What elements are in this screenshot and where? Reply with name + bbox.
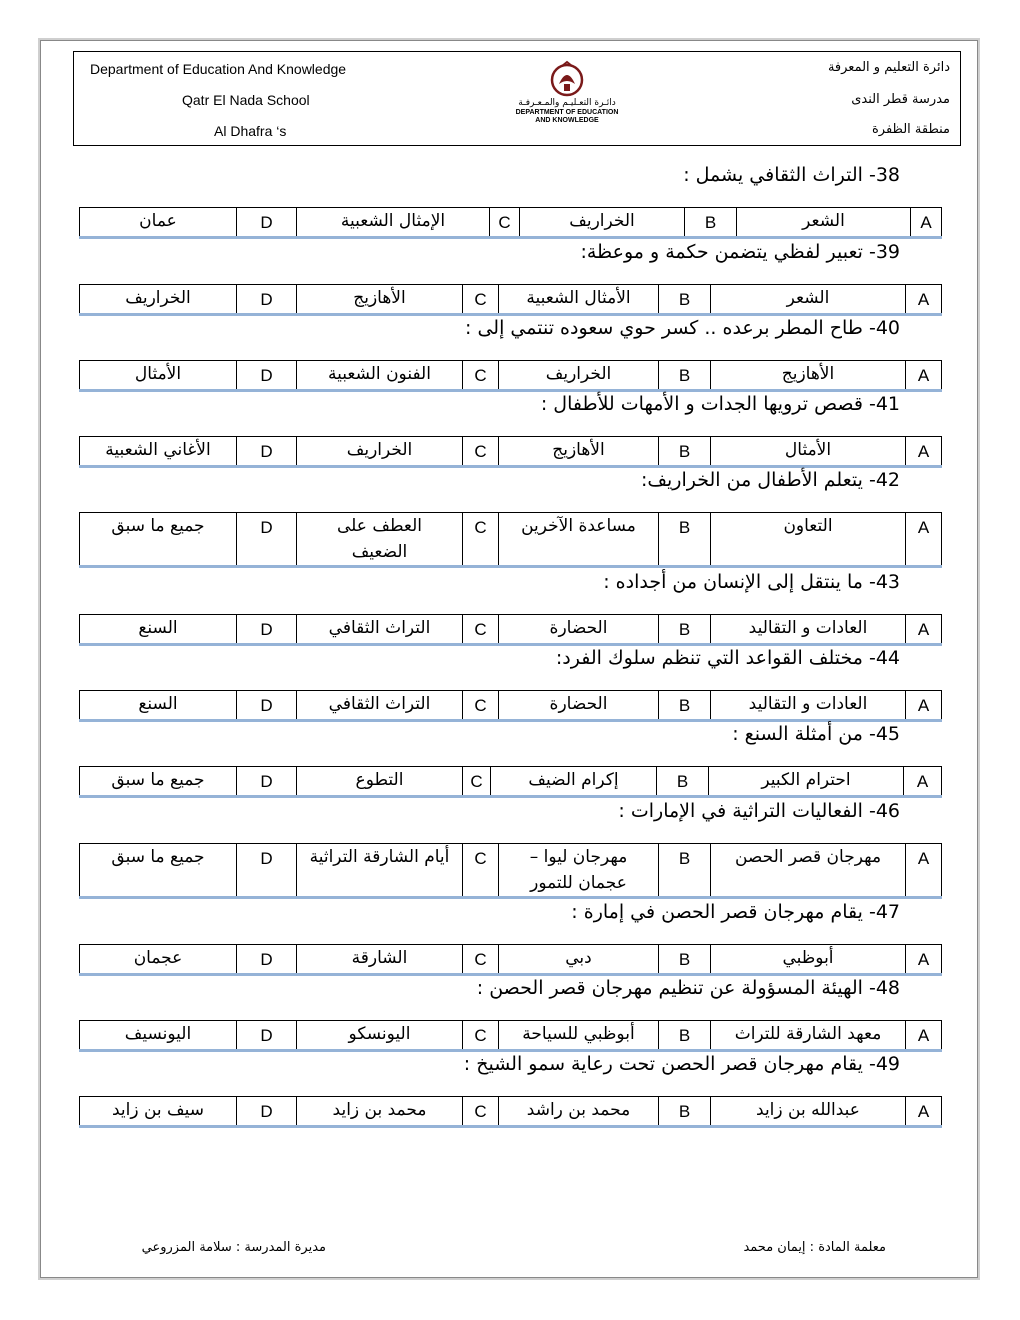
logo-en-text-1: DEPARTMENT OF EDUCATION bbox=[515, 109, 619, 116]
option-d: السنع bbox=[80, 691, 237, 721]
option-a: الشعر bbox=[737, 208, 911, 238]
options-46 bbox=[79, 843, 942, 899]
option-b: الأهازيج bbox=[499, 437, 659, 467]
option-a: العادات و التقاليد bbox=[711, 615, 906, 645]
letter-c: C bbox=[463, 767, 491, 797]
letter-a: A bbox=[906, 1097, 942, 1127]
question-46: 46- الفعاليات التراثية في الإمارات : bbox=[618, 800, 900, 822]
letter-a: A bbox=[906, 361, 942, 391]
letter-a: A bbox=[906, 945, 942, 975]
options-42 bbox=[79, 512, 942, 568]
option-a: الأمثال bbox=[711, 437, 906, 467]
option-c-line-2: الضعيف bbox=[351, 542, 408, 562]
option-a: عبدالله بن زايد bbox=[711, 1097, 906, 1127]
letter-c: C bbox=[463, 945, 499, 975]
letter-d: D bbox=[237, 208, 297, 238]
option-c: الفنون الشعبية bbox=[297, 361, 463, 391]
options-40 bbox=[79, 360, 942, 392]
letter-d: D bbox=[237, 1021, 297, 1051]
letter-c: C bbox=[463, 285, 499, 315]
option-d: الخراريف bbox=[80, 285, 237, 315]
question-41: 41- قصص ترويها الجدات و الأمهات للأطفال : bbox=[540, 393, 900, 415]
option-b: إكرام الضيف bbox=[491, 767, 657, 797]
letter-c: C bbox=[463, 1097, 499, 1127]
option-a: احترام الكبير bbox=[709, 767, 904, 797]
option-a: الأهازيج bbox=[711, 361, 906, 391]
options-45 bbox=[79, 766, 942, 798]
question-39: 39- تعبير لفظي يتضمن حكمة و موعظة: bbox=[580, 241, 900, 263]
letter-b: B bbox=[685, 208, 737, 238]
option-d: عمان bbox=[80, 208, 237, 238]
option-b: محمد بن راشد bbox=[499, 1097, 659, 1127]
options-48 bbox=[79, 1020, 942, 1052]
option-d: الأمثال bbox=[80, 361, 237, 391]
falcon-emblem-icon bbox=[550, 60, 584, 98]
option-d: جميع ما سبق bbox=[80, 513, 237, 567]
letter-b: B bbox=[659, 1021, 711, 1051]
options-49 bbox=[79, 1096, 942, 1128]
letter-c: C bbox=[463, 1021, 499, 1051]
question-40: 40- طاح المطر برعده .. كسر حوي سعوده تنتمي إلى : bbox=[465, 317, 900, 339]
letter-a: A bbox=[906, 844, 942, 898]
page-header bbox=[73, 51, 961, 146]
question-42: 42- يتعلم الأطفال من الخراريف: bbox=[640, 469, 900, 491]
header-en-school: Qatr El Nada School bbox=[182, 92, 310, 108]
option-a: مهرجان قصر الحصن bbox=[711, 844, 906, 898]
letter-d: D bbox=[237, 691, 297, 721]
options-43 bbox=[79, 614, 942, 646]
letter-b: B bbox=[659, 691, 711, 721]
logo-ar-text: دائـرة التعـليـم والمـعـرفـة bbox=[518, 98, 616, 108]
option-c: التراث الثقافي bbox=[297, 691, 463, 721]
header-ar-region: منطقة الظفرة bbox=[871, 122, 950, 137]
header-ar-department: دائرة التعليم و المعرفة bbox=[827, 60, 950, 75]
option-a: العادات و التقاليد bbox=[711, 691, 906, 721]
letter-c: C bbox=[463, 691, 499, 721]
letter-c: C bbox=[463, 361, 499, 391]
option-d: الأغاني الشعبية bbox=[80, 437, 237, 467]
option-b: الخراريف bbox=[499, 361, 659, 391]
option-c: اليونسكو bbox=[297, 1021, 463, 1051]
letter-a: A bbox=[904, 767, 942, 797]
letter-a: A bbox=[906, 691, 942, 721]
question-38: 38- التراث الثقافي يشمل : bbox=[683, 164, 900, 186]
question-45: 45- من أمثلة السنع : bbox=[732, 723, 900, 745]
question-44: 44- مختلف القواعد التي تنظم سلوك الفرد: bbox=[555, 647, 900, 669]
option-b bbox=[499, 844, 659, 898]
option-d: جميع ما سبق bbox=[80, 767, 237, 797]
option-c: محمد بن زايد bbox=[297, 1097, 463, 1127]
question-43: 43- ما ينتقل إلى الإنسان من أجداده : bbox=[603, 571, 900, 593]
letter-c: C bbox=[463, 437, 499, 467]
letter-b: B bbox=[657, 767, 709, 797]
footer-principal: مديرة المدرسة : سلامة المزروعي bbox=[141, 1240, 326, 1255]
question-48: 48- الهيئة المسؤولة عن تنظيم مهرجان قصر الحصن : bbox=[476, 977, 900, 999]
options-47 bbox=[79, 944, 942, 976]
letter-d: D bbox=[237, 615, 297, 645]
options-44 bbox=[79, 690, 942, 722]
option-d: سيف بن زايد bbox=[80, 1097, 237, 1127]
letter-a: A bbox=[906, 285, 942, 315]
letter-d: D bbox=[237, 361, 297, 391]
option-d: اليونسيف bbox=[80, 1021, 237, 1051]
letter-b: B bbox=[659, 361, 711, 391]
letter-b: B bbox=[659, 615, 711, 645]
option-c bbox=[297, 513, 463, 567]
letter-a: A bbox=[906, 1021, 942, 1051]
letter-d: D bbox=[237, 844, 297, 898]
letter-a: A bbox=[911, 208, 942, 238]
option-d: السنع bbox=[80, 615, 237, 645]
letter-a: A bbox=[906, 437, 942, 467]
option-a: معهد الشارقة للتراث bbox=[711, 1021, 906, 1051]
option-b: الأمثال الشعبية bbox=[499, 285, 659, 315]
option-b: الحضارة bbox=[499, 615, 659, 645]
letter-c: C bbox=[463, 615, 499, 645]
footer-teacher: معلمة المادة : إيمان محمد bbox=[743, 1240, 886, 1255]
option-b-line-2: عجمان للتمور bbox=[530, 873, 627, 893]
option-b-line-1: مهرجان ليوا – bbox=[529, 847, 628, 867]
question-49: 49- يقام مهرجان قصر الحصن تحت رعاية سمو الشيخ : bbox=[463, 1053, 900, 1075]
letter-b: B bbox=[659, 1097, 711, 1127]
option-a: التعاون bbox=[711, 513, 906, 567]
option-c: الخراريف bbox=[297, 437, 463, 467]
options-41 bbox=[79, 436, 942, 468]
option-d: عجمان bbox=[80, 945, 237, 975]
letter-b: B bbox=[659, 844, 711, 898]
option-b: مساعدة الآخرين bbox=[499, 513, 659, 567]
letter-d: D bbox=[237, 513, 297, 567]
letter-c: C bbox=[463, 844, 499, 898]
header-en-department: Department of Education And Knowledge bbox=[90, 61, 347, 77]
option-d: جميع ما سبق bbox=[80, 844, 237, 898]
option-c: الأهازيج bbox=[297, 285, 463, 315]
letter-d: D bbox=[237, 767, 297, 797]
letter-c: C bbox=[490, 208, 520, 238]
options-39 bbox=[79, 284, 942, 316]
department-logo bbox=[504, 60, 630, 140]
option-b: دبي bbox=[499, 945, 659, 975]
option-c: الإمثال الشعبية bbox=[297, 208, 490, 238]
option-b: الخراريف bbox=[520, 208, 685, 238]
logo-en-text-2: AND KNOWLEDGE bbox=[535, 117, 599, 124]
letter-d: D bbox=[237, 945, 297, 975]
letter-b: B bbox=[659, 285, 711, 315]
letter-a: A bbox=[906, 513, 942, 567]
header-ar-school: مدرسة قطر الندى bbox=[851, 92, 950, 107]
header-en-region: Al Dhafra ‘s bbox=[214, 123, 287, 139]
letter-b: B bbox=[659, 437, 711, 467]
option-c: التطوع bbox=[297, 767, 463, 797]
letter-b: B bbox=[659, 513, 711, 567]
letter-c: C bbox=[463, 513, 499, 567]
option-c-line-1: العطف على bbox=[337, 516, 422, 536]
letter-d: D bbox=[237, 437, 297, 467]
question-47: 47- يقام مهرجان قصر الحصن في إمارة : bbox=[571, 901, 900, 923]
option-c: التراث الثقافي bbox=[297, 615, 463, 645]
letter-b: B bbox=[659, 945, 711, 975]
option-b: الحضارة bbox=[499, 691, 659, 721]
option-a: أبوظبي bbox=[711, 945, 906, 975]
letter-a: A bbox=[906, 615, 942, 645]
option-b: أبوظبي للسياحة bbox=[499, 1021, 659, 1051]
options-38 bbox=[79, 207, 942, 239]
option-a: الشعر bbox=[711, 285, 906, 315]
option-c: الشارقة bbox=[297, 945, 463, 975]
option-c: أيام الشارقة التراثية bbox=[297, 844, 463, 898]
letter-d: D bbox=[237, 1097, 297, 1127]
letter-d: D bbox=[237, 285, 297, 315]
